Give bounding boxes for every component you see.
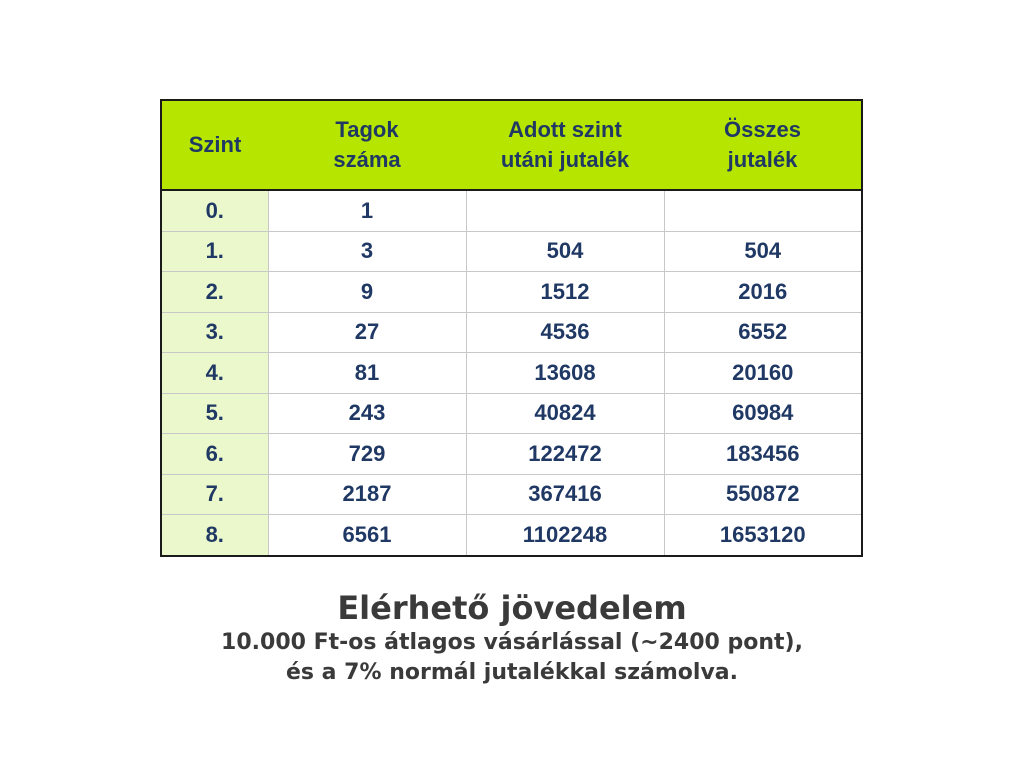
cell-member-count: 9 (268, 272, 466, 313)
table-row (161, 474, 862, 515)
cell-member-count: 243 (268, 393, 466, 434)
caption-line-2: és a 7% normál jutalékkal számolva. (286, 660, 738, 685)
table-row (161, 393, 862, 434)
cell-level: 0. (161, 190, 268, 231)
caption-title: Elérhető jövedelem (337, 589, 687, 627)
table-row (161, 272, 862, 313)
cell-member-count: 6561 (268, 515, 466, 556)
cell-level-commission: 122472 (466, 434, 664, 475)
cell-member-count: 27 (268, 312, 466, 353)
cell-level: 2. (161, 272, 268, 313)
cell-member-count: 729 (268, 434, 466, 475)
table-row (161, 312, 862, 353)
cell-level-commission (466, 190, 664, 231)
cell-total-commission: 550872 (664, 474, 862, 515)
cell-level-commission: 13608 (466, 353, 664, 394)
cell-total-commission: 2016 (664, 272, 862, 313)
header-total-commission: Összes jutalék (664, 100, 862, 190)
cell-level: 3. (161, 312, 268, 353)
table-row (161, 353, 862, 394)
cell-total-commission: 1653120 (664, 515, 862, 556)
income-table (160, 99, 863, 557)
cell-level: 7. (161, 474, 268, 515)
table-header-row (161, 100, 862, 190)
cell-level-commission: 4536 (466, 312, 664, 353)
cell-total-commission: 60984 (664, 393, 862, 434)
cell-total-commission: 6552 (664, 312, 862, 353)
cell-level: 4. (161, 353, 268, 394)
cell-level-commission: 367416 (466, 474, 664, 515)
cell-total-commission (664, 190, 862, 231)
caption-line-1: 10.000 Ft-os átlagos vásárlással (~2400 pont), (221, 630, 803, 655)
cell-level: 6. (161, 434, 268, 475)
table-row (161, 231, 862, 272)
table-row (161, 515, 862, 556)
cell-member-count: 1 (268, 190, 466, 231)
table-row (161, 434, 862, 475)
cell-total-commission: 20160 (664, 353, 862, 394)
cell-total-commission: 504 (664, 231, 862, 272)
table-row (161, 190, 862, 231)
cell-level: 1. (161, 231, 268, 272)
cell-level: 8. (161, 515, 268, 556)
cell-level-commission: 504 (466, 231, 664, 272)
cell-total-commission: 183456 (664, 434, 862, 475)
cell-member-count: 81 (268, 353, 466, 394)
cell-level-commission: 1102248 (466, 515, 664, 556)
cell-member-count: 3 (268, 231, 466, 272)
cell-level-commission: 1512 (466, 272, 664, 313)
income-table-container (160, 99, 861, 557)
header-level: Szint (161, 100, 268, 190)
cell-member-count: 2187 (268, 474, 466, 515)
cell-level-commission: 40824 (466, 393, 664, 434)
header-member-count: Tagok száma (268, 100, 466, 190)
cell-level: 5. (161, 393, 268, 434)
caption (0, 588, 1024, 688)
header-level-commission: Adott szint utáni jutalék (466, 100, 664, 190)
